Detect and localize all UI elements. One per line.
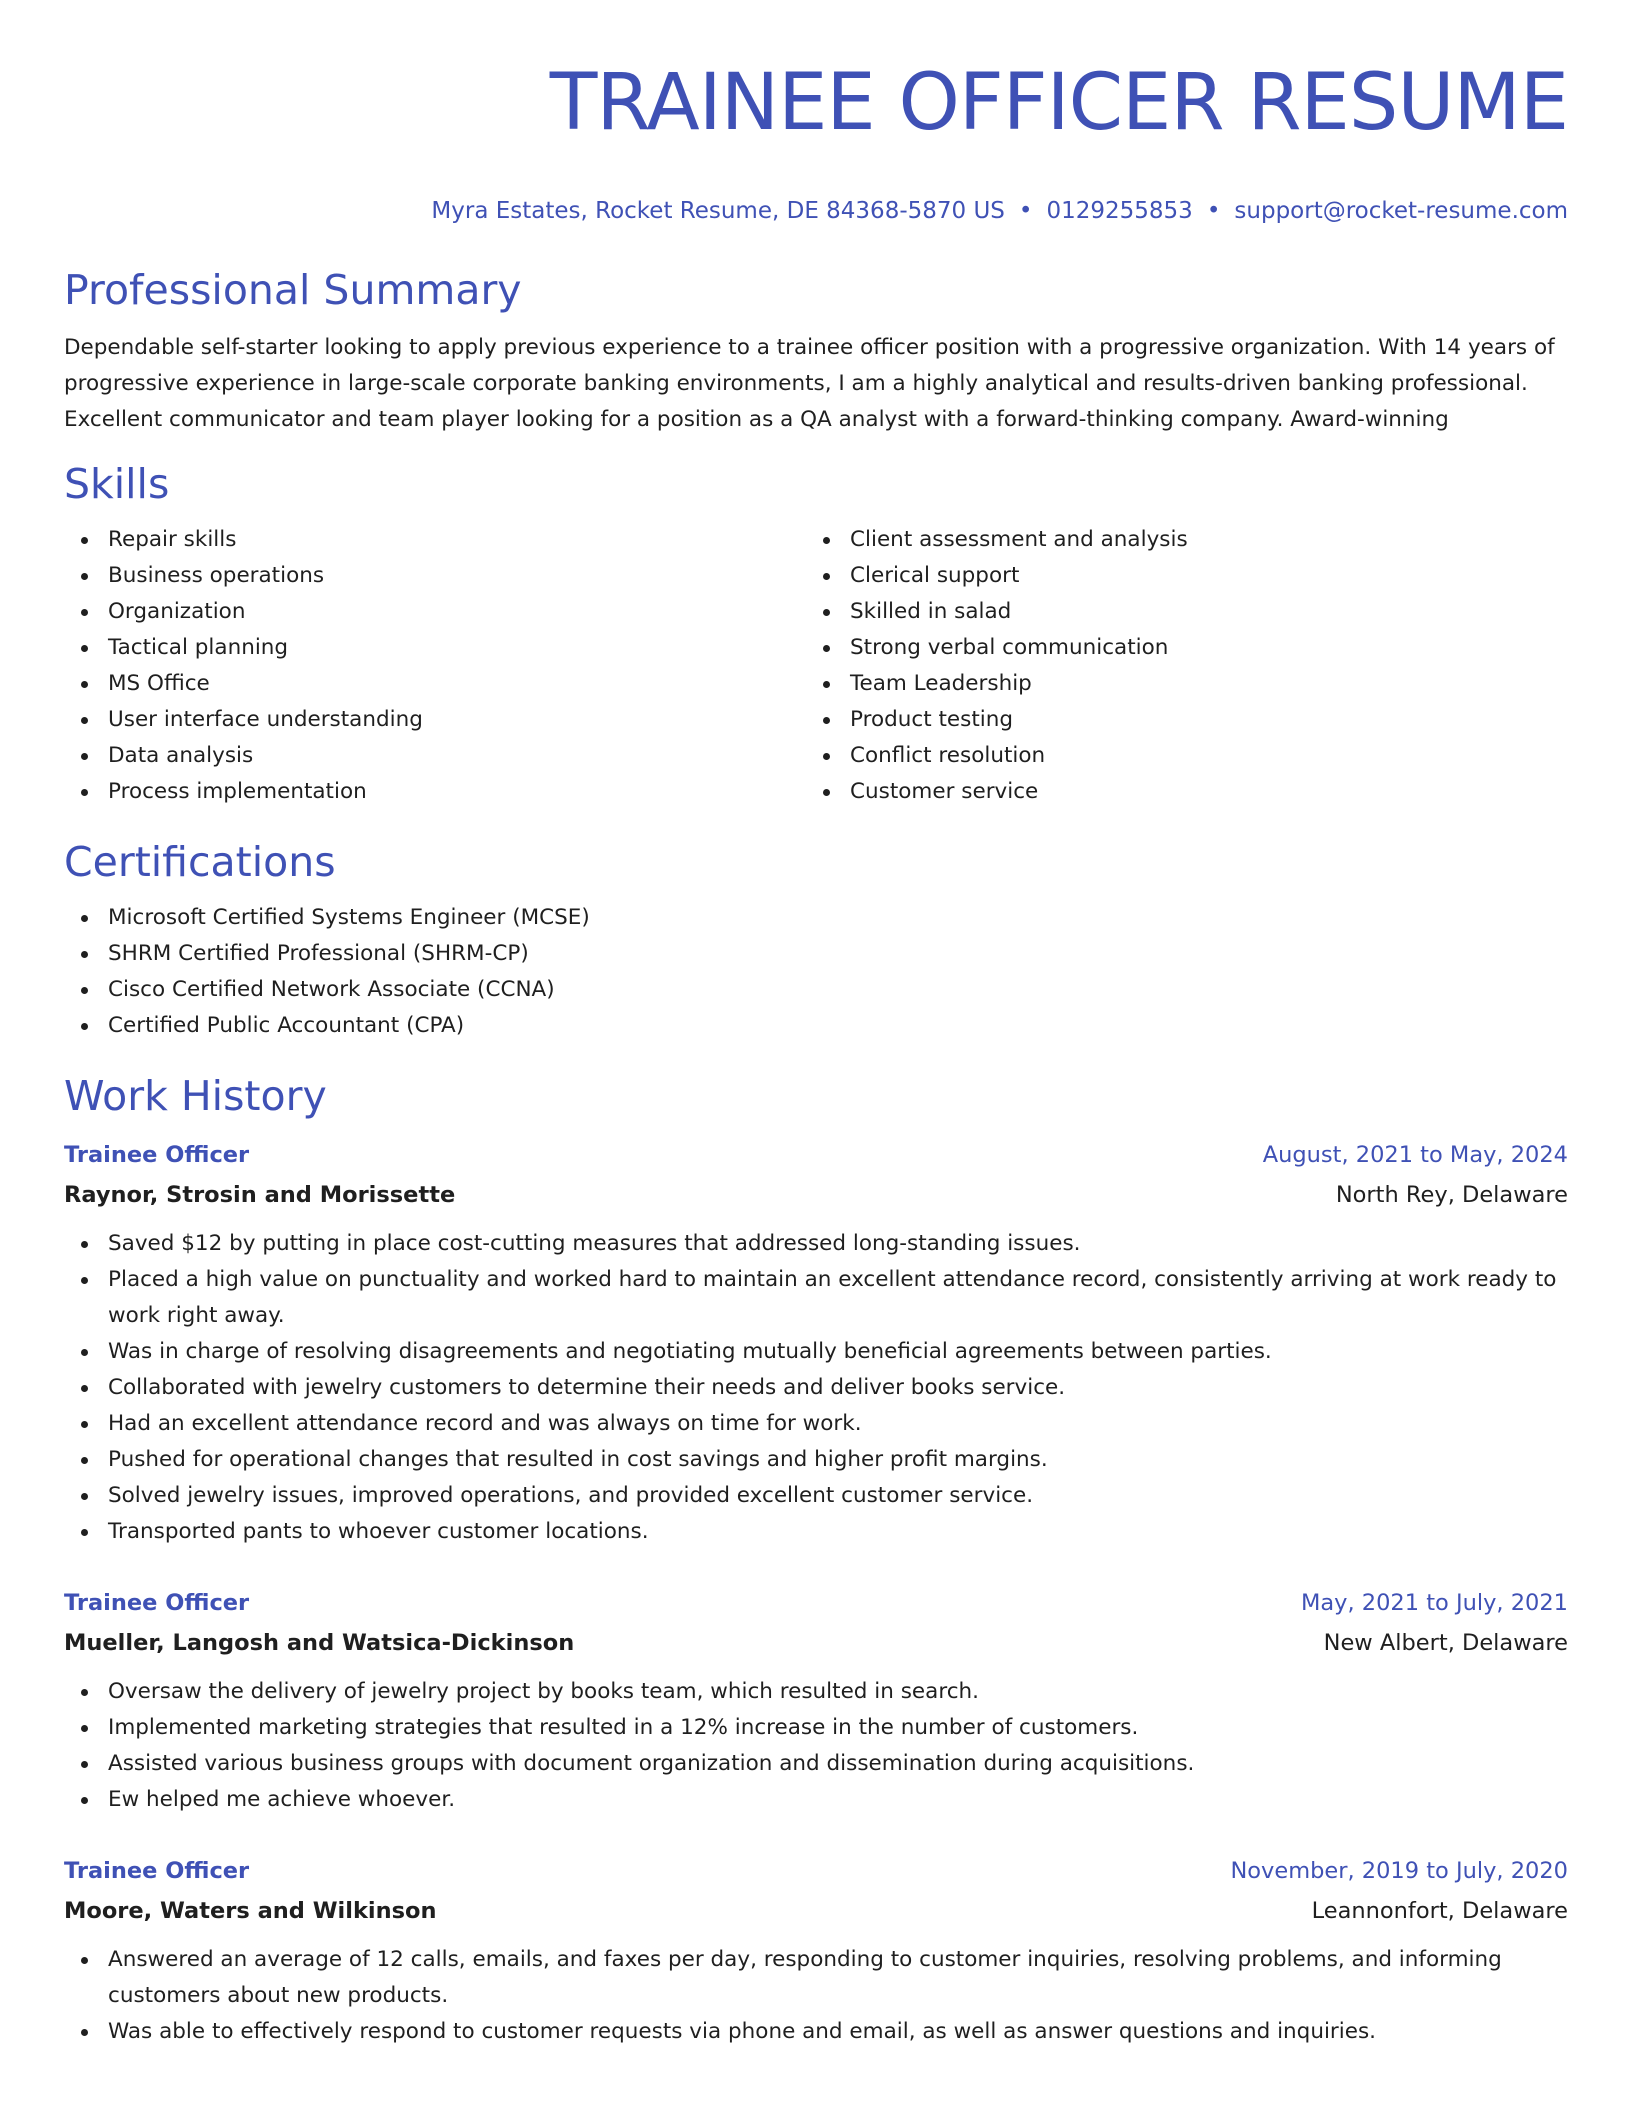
job-dates: August, 2021 to May, 2024: [1262, 1142, 1568, 1168]
job-bullet: Was in charge of resolving disagreements and negotiating mutually beneficial agreements between parties.: [64, 1334, 1568, 1370]
skills-heading: Skills: [64, 460, 170, 508]
certification-item: Microsoft Certified Systems Engineer (MCSE): [64, 900, 1568, 936]
skill-item: Process implementation: [64, 774, 806, 810]
contact-phone: 0129255853: [1046, 198, 1193, 224]
certification-item: SHRM Certified Professional (SHRM-CP): [64, 936, 1568, 972]
job-title: Trainee Officer: [64, 1590, 250, 1616]
resume-title: TRAINEE OFFICER RESUME: [549, 58, 1568, 148]
job-bullet: Oversaw the delivery of jewelry project by books team, which resulted in search.: [64, 1674, 1568, 1710]
summary-heading: Professional Summary: [64, 266, 522, 314]
job-bullet: Implemented marketing strategies that resulted in a 12% increase in the number of customers.: [64, 1710, 1568, 1746]
job-bullet: Was able to effectively respond to customer requests via phone and email, as well as answer questions and inquiries.: [64, 2014, 1568, 2050]
job-bullet: Solved jewelry issues, improved operations, and provided excellent customer service.: [64, 1478, 1568, 1514]
job-header: [64, 1140, 1568, 1170]
job-location: New Albert, Delaware: [1323, 1630, 1568, 1656]
job-bullet: Ew helped me achieve whoever.: [64, 1782, 1568, 1818]
skills-list-left: [64, 522, 806, 810]
skill-item: Tactical planning: [64, 630, 806, 666]
contact-address: Myra Estates, Rocket Resume, DE 84368-5870 US: [431, 198, 1005, 224]
job-company: Raynor, Strosin and Morissette: [64, 1182, 456, 1208]
certifications-heading: Certifications: [64, 838, 336, 886]
job-company: Mueller, Langosh and Watsica-Dickinson: [64, 1630, 575, 1656]
job-bullet: Had an excellent attendance record and was always on time for work.: [64, 1406, 1568, 1442]
job-bullet: Assisted various business groups with document organization and dissemination during acquisitions.: [64, 1746, 1568, 1782]
certifications-section: [64, 834, 1568, 1044]
skill-item: Skilled in salad: [806, 594, 1548, 630]
resume-page: [64, 0, 1568, 2050]
job-header: [64, 1856, 1568, 1886]
job-subheader: [64, 1180, 1568, 1210]
contact-separator: •: [1206, 198, 1221, 224]
job-dates: November, 2019 to July, 2020: [1230, 1858, 1568, 1884]
job-location: North Rey, Delaware: [1335, 1182, 1568, 1208]
skill-item: Organization: [64, 594, 806, 630]
job-dates: May, 2021 to July, 2021: [1300, 1590, 1568, 1616]
job-bullet: Pushed for operational changes that resulted in cost savings and higher profit margins.: [64, 1442, 1568, 1478]
skill-item: Product testing: [806, 702, 1548, 738]
skill-item: Clerical support: [806, 558, 1548, 594]
job-bullet: Transported pants to whoever customer locations.: [64, 1514, 1568, 1550]
job-bullets: [64, 1226, 1568, 1550]
skill-item: Customer service: [806, 774, 1548, 810]
certification-item: Certified Public Accountant (CPA): [64, 1008, 1568, 1044]
skill-item: Strong verbal communication: [806, 630, 1548, 666]
job-bullets: [64, 1942, 1568, 2050]
job-bullets: [64, 1674, 1568, 1818]
skills-list-right: [806, 522, 1548, 810]
skill-item: MS Office: [64, 666, 806, 702]
skill-item: Team Leadership: [806, 666, 1548, 702]
job-bullet: Placed a high value on punctuality and worked hard to maintain an excellent attendance record, consistently arriving at work ready to work right away.: [64, 1262, 1568, 1334]
summary-text: Dependable self-starter looking to apply previous experience to a trainee officer position with a progressive organization. With 14 years of progressive experience in large-scale corporate banking environments, I am a highly analytical and results-driven banking professional. Excellent communicator and team player looking for a position as a QA analyst with a forward-thinking company. Award-winning: [64, 335, 1555, 432]
work-history-section: [64, 1068, 1568, 2050]
job-bullet: Saved $12 by putting in place cost-cutting measures that addressed long-standing issues.: [64, 1226, 1568, 1262]
skill-item: Data analysis: [64, 738, 806, 774]
contact-separator: •: [1018, 198, 1033, 224]
certification-item: Cisco Certified Network Associate (CCNA): [64, 972, 1568, 1008]
job-company: Moore, Waters and Wilkinson: [64, 1898, 437, 1924]
skill-item: Client assessment and analysis: [806, 522, 1548, 558]
skill-item: Conflict resolution: [806, 738, 1548, 774]
job-subheader: [64, 1628, 1568, 1658]
summary-section: [64, 262, 1568, 438]
job-entry: [64, 1140, 1568, 1550]
job-entry: [64, 1856, 1568, 2050]
job-title: Trainee Officer: [64, 1142, 250, 1168]
skill-item: Business operations: [64, 558, 806, 594]
job-header: [64, 1588, 1568, 1618]
job-entry: [64, 1588, 1568, 1818]
work-history-heading: Work History: [64, 1072, 327, 1120]
skill-item: User interface understanding: [64, 702, 806, 738]
job-bullet: Collaborated with jewelry customers to determine their needs and deliver books service.: [64, 1370, 1568, 1406]
skill-item: Repair skills: [64, 522, 806, 558]
job-title: Trainee Officer: [64, 1858, 250, 1884]
contact-email: support@rocket-resume.com: [1234, 198, 1568, 224]
skills-section: [64, 456, 1568, 810]
contact-line: [64, 196, 1568, 226]
job-location: Leannonfort, Delaware: [1311, 1898, 1568, 1924]
certifications-list: [64, 900, 1568, 1044]
job-subheader: [64, 1896, 1568, 1926]
job-bullet: Answered an average of 12 calls, emails, and faxes per day, responding to customer inquiries, resolving problems, and informing customers about new products.: [64, 1942, 1568, 2014]
skills-columns: [64, 522, 1568, 810]
